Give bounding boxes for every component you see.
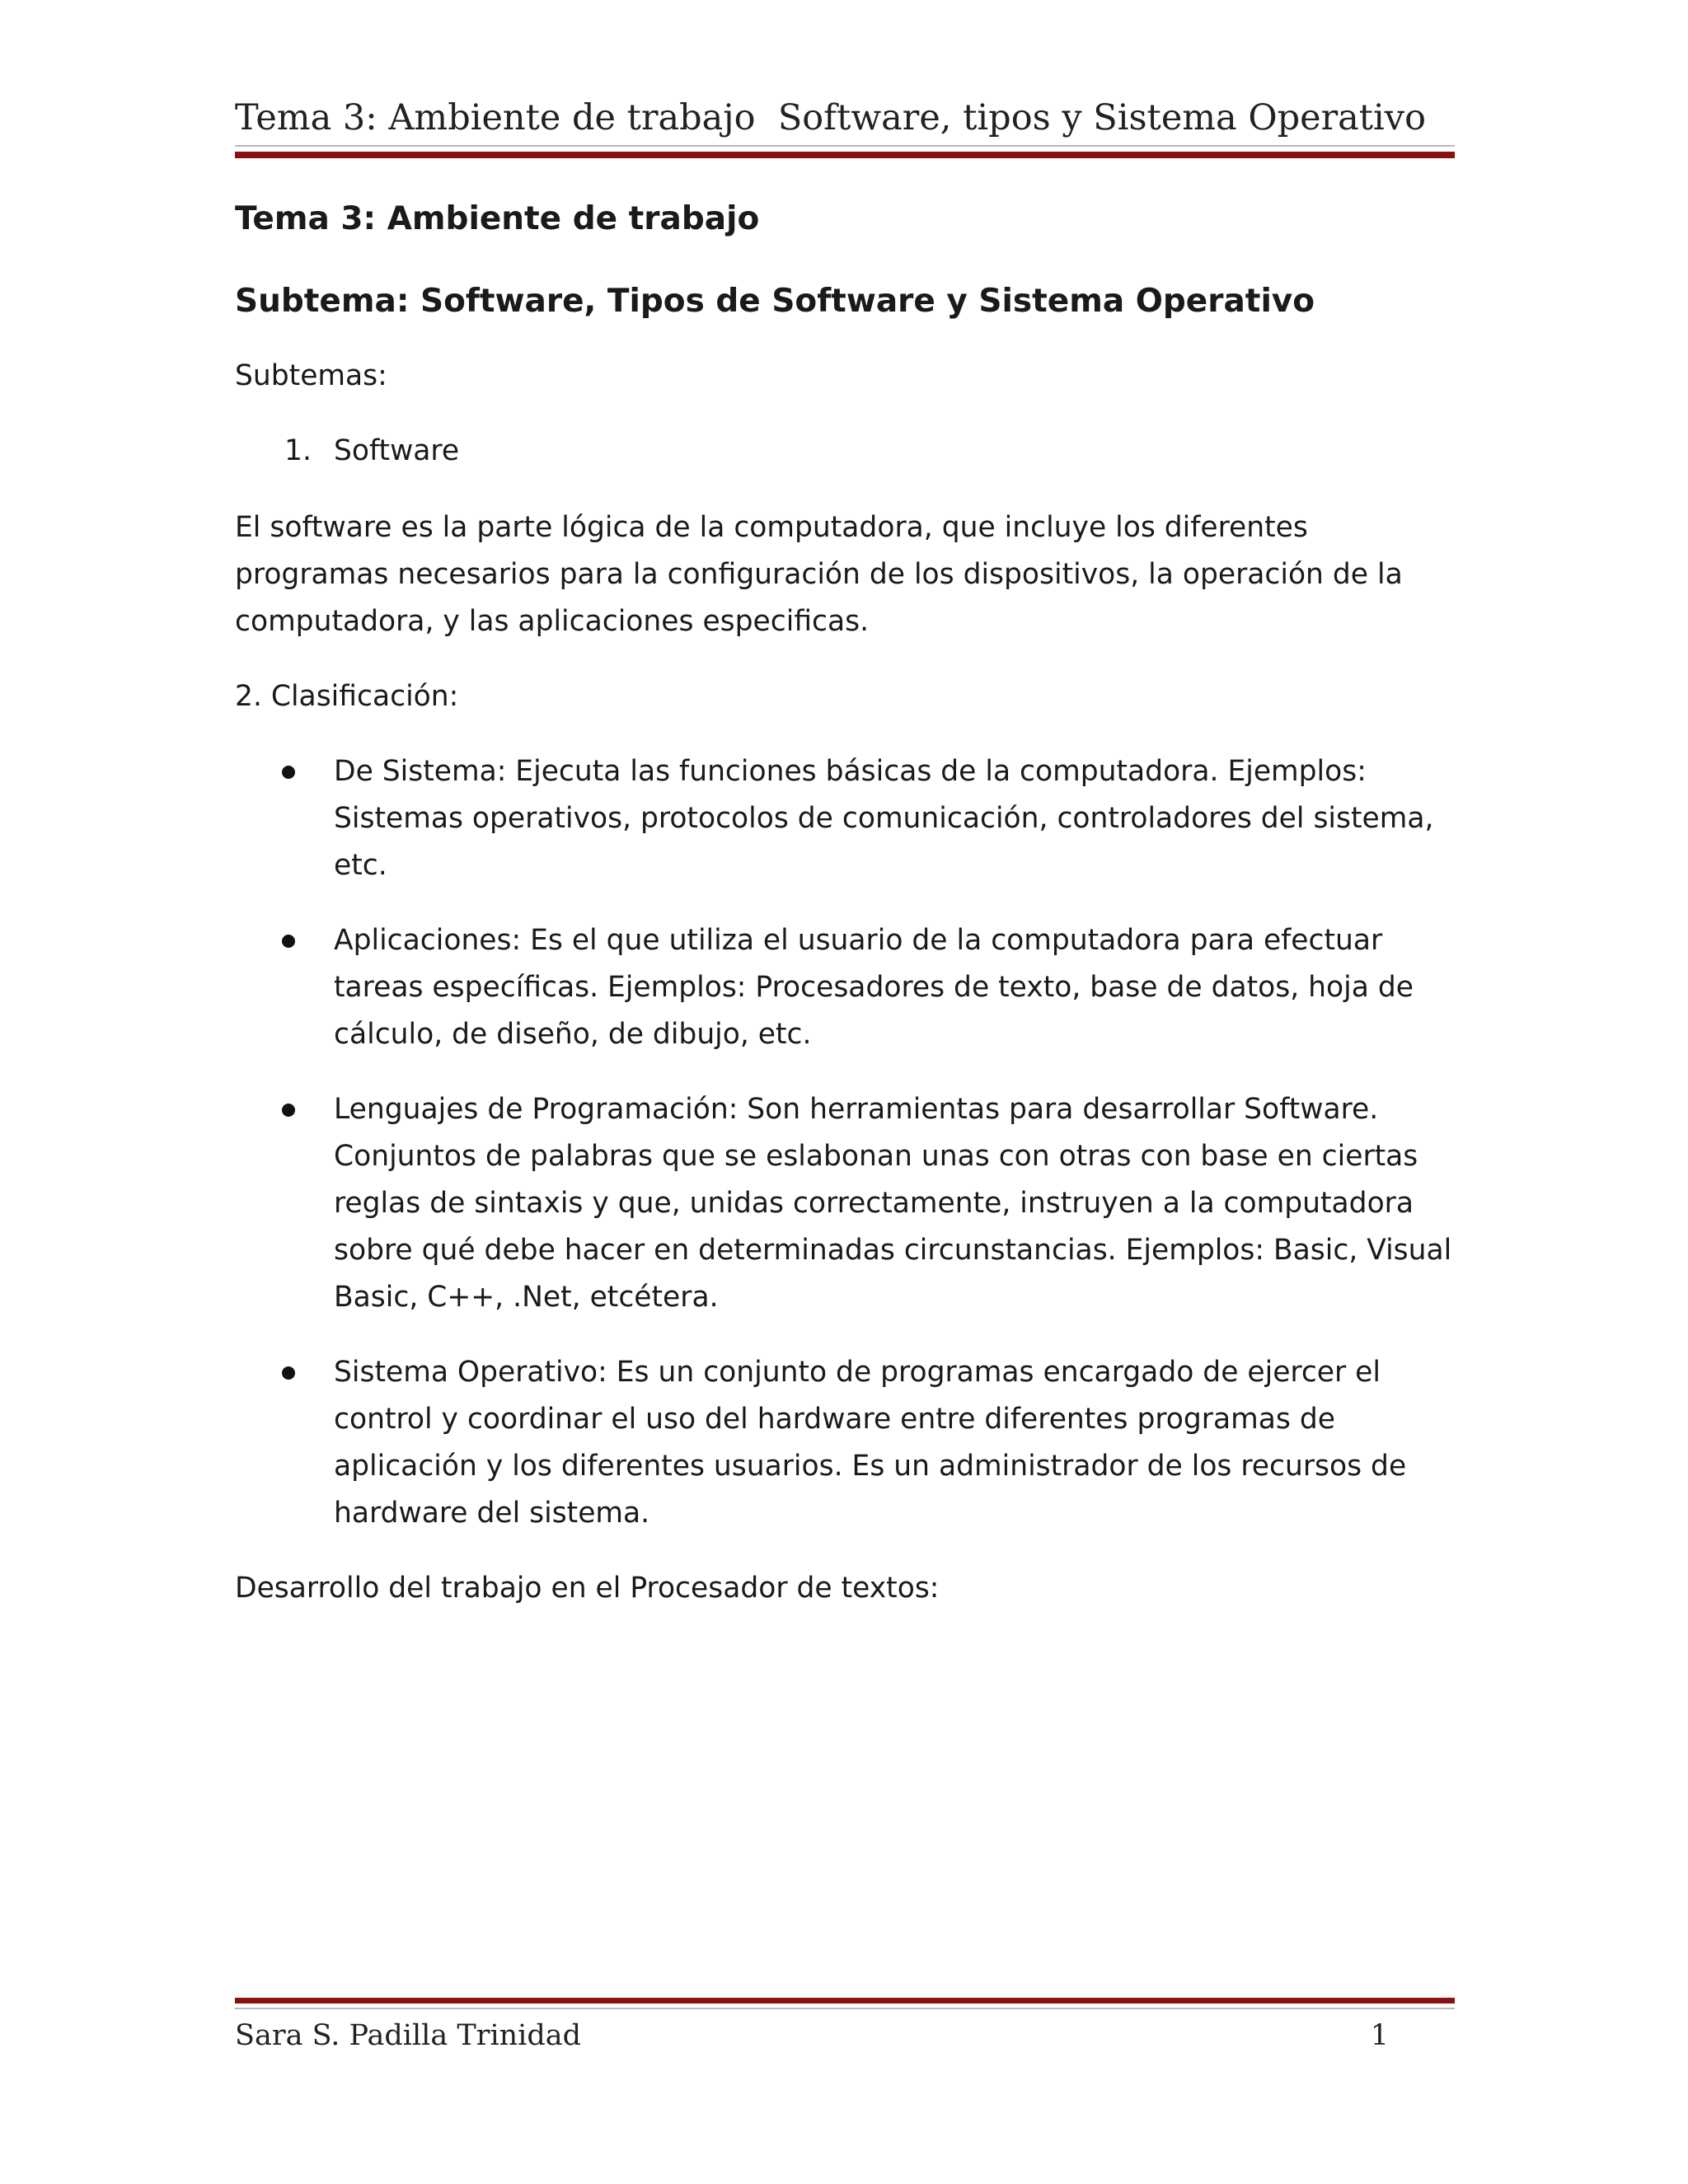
footer-thin-rule (235, 2008, 1455, 2009)
footer-thick-rule (235, 1998, 1455, 2004)
header-thick-rule (235, 152, 1455, 158)
list-item-text: De Sistema: Ejecuta las funciones básicas de la computadora. Ejemplos: Sistemas operativos, protocolos de comunicación, controladores del sistema, etc. (334, 755, 1434, 882)
bullet-icon (282, 766, 295, 779)
footer-page-number: 1 (1370, 2019, 1389, 2052)
list-item (235, 748, 1455, 889)
numbered-item-text: Software (334, 434, 460, 467)
list-item-text: Aplicaciones: Es el que utiliza el usuario de la computadora para efectuar tareas específicas. Ejemplos: Procesadores de texto, base de datos, hoja de cálculo, de diseño, de dibujo, etc. (334, 924, 1414, 1051)
classification-label: 2. Clasificación: (235, 680, 459, 713)
header-right-title: Software, tipos y Sistema Operativo (777, 97, 1426, 138)
list-item-text: Sistema Operativo: Es un conjunto de programas encargado de ejercer el control y coordinar el uso del hardware entre diferentes programas de aplicación y los diferentes usuarios. Es un administrador de los recursos de hardware del sistema. (334, 1356, 1407, 1530)
page-footer (235, 2014, 1389, 2064)
bullet-icon (282, 1366, 295, 1380)
intro-paragraph: El software es la parte lógica de la computadora, que incluye los diferentes programas necesarios para la configuración de los dispositivos, la operación de la computadora, y las aplicaciones especificas. (235, 511, 1403, 638)
footer-author: Sara S. Padilla Trinidad (235, 2019, 582, 2052)
bullet-icon (282, 935, 295, 948)
page-header (235, 92, 1426, 145)
header-thin-rule (235, 145, 1455, 147)
document-title: Tema 3: Ambiente de trabajo (235, 200, 760, 237)
header-left-title: Tema 3: Ambiente de trabajo (235, 97, 756, 138)
subtemas-label: Subtemas: (235, 359, 387, 392)
numbered-item (235, 428, 1455, 475)
list-item-text: Lenguajes de Programación: Son herramientas para desarrollar Software. Conjuntos de palabras que se eslabonan unas con otras con base en ciertas reglas de sintaxis y que, unidas correctamente, instruyen a la computadora sobre qué debe hacer en determinadas circunstancias. Ejemplos: Basic, Visual Basic, C++, .Net, etcétera. (334, 1093, 1452, 1314)
document-subtitle: Subtema: Software, Tipos de Software y Sistema Operativo (235, 283, 1315, 320)
numbered-item-number: 1. (284, 434, 312, 467)
document-body (235, 196, 1455, 1640)
list-item (235, 1349, 1455, 1537)
list-item (235, 1086, 1455, 1321)
classification-list (235, 748, 1455, 1537)
list-item (235, 917, 1455, 1058)
bullet-icon (282, 1104, 295, 1117)
closing-line: Desarrollo del trabajo en el Procesador de textos: (235, 1572, 940, 1605)
